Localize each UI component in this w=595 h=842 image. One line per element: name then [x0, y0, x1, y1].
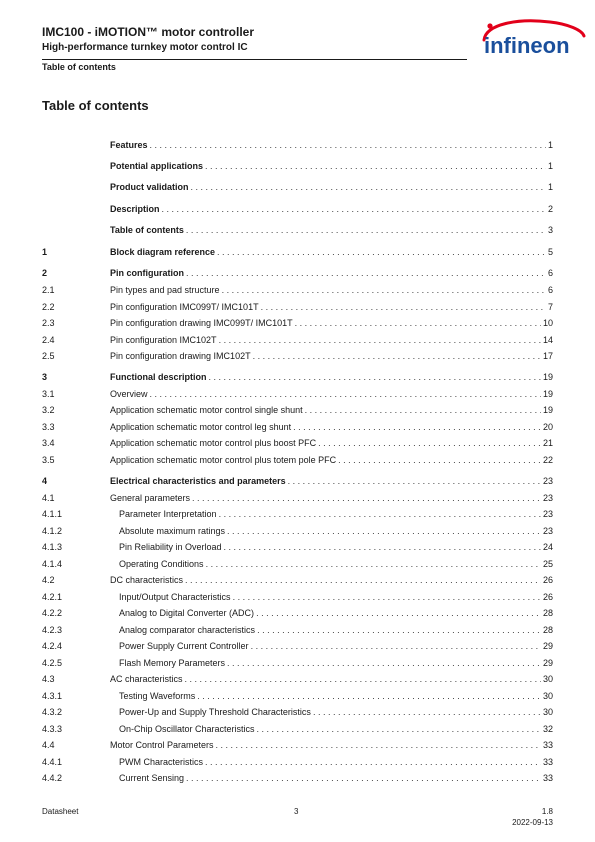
toc-dot-leader [313, 705, 541, 719]
toc-entry-number: 4.1 [42, 493, 55, 503]
infineon-logo-graphic [478, 16, 588, 60]
toc-dot-leader [256, 606, 541, 620]
toc-entry-title: Analog comparator characteristics [119, 625, 256, 635]
toc-entry-title: Overview [110, 389, 148, 399]
toc-entry-title: AC characteristics [110, 674, 183, 684]
footer-version: 1.8 [541, 807, 553, 816]
toc-entry[interactable] [42, 333, 553, 347]
toc-entry-line [110, 266, 553, 280]
toc-entry-line [119, 656, 553, 670]
toc-entry-title: Pin types and pad structure [110, 285, 220, 295]
toc-entry-line [110, 738, 553, 752]
toc-dot-leader [253, 349, 541, 363]
toc-entry-title: Analog to Digital Converter (ADC) [119, 608, 255, 618]
toc-entry-line [110, 180, 553, 194]
toc-entry-page: 30 [542, 691, 553, 701]
toc-entry-number: 3.3 [42, 422, 55, 432]
document-title: IMC100 - iMOTION™ motor controller [42, 25, 255, 39]
toc-entry-page: 21 [542, 438, 553, 448]
toc-entry-number: 3.2 [42, 405, 55, 415]
toc-entry-number: 2.4 [42, 335, 55, 345]
toc-entry-page: 14 [542, 335, 553, 345]
toc-entry-number: 4.4.2 [42, 773, 63, 783]
toc-entry-page: 5 [547, 247, 553, 257]
toc-entry-title: Potential applications [110, 161, 204, 171]
toc-entry-title: Electrical characteristics and parameters [110, 476, 286, 486]
toc-entry-line [110, 349, 553, 363]
toc-entry[interactable] [42, 507, 553, 521]
toc-entry-title: Power Supply Current Controller [119, 641, 249, 651]
toc-entry-number: 4.2.2 [42, 608, 63, 618]
toc-entry[interactable] [42, 387, 553, 401]
toc-entry-line [110, 316, 553, 330]
toc-dot-leader [209, 370, 541, 384]
toc-entry[interactable] [42, 180, 553, 194]
toc-entry-line [110, 436, 553, 450]
toc-entry-line [110, 202, 553, 216]
toc-entry[interactable] [42, 420, 553, 434]
toc-entry-page: 19 [542, 389, 553, 399]
toc-dot-leader [261, 300, 546, 314]
toc-entry-title: PWM Characteristics [119, 757, 204, 767]
toc-entry-page: 23 [542, 509, 553, 519]
toc-entry-number: 3.4 [42, 438, 55, 448]
infineon-logo [478, 16, 588, 65]
toc-entry[interactable] [42, 639, 553, 653]
toc-entry[interactable] [42, 300, 553, 314]
header-divider [42, 59, 467, 60]
toc-entry-page: 33 [542, 757, 553, 767]
toc-entry[interactable] [42, 755, 553, 769]
header-section-label: Table of contents [42, 62, 116, 72]
toc-entry-number: 3.1 [42, 389, 55, 399]
toc-entry-page: 7 [547, 302, 553, 312]
toc-entry-page: 23 [542, 526, 553, 536]
toc-entry-title: Flash Memory Parameters [119, 658, 226, 668]
toc-entry-line [110, 223, 553, 237]
toc-dot-leader [219, 333, 541, 347]
toc-entry[interactable] [42, 474, 553, 488]
toc-dot-leader [162, 202, 546, 216]
toc-entry-line [110, 138, 553, 152]
toc-entry-number: 4.2.4 [42, 641, 63, 651]
toc-entry-page: 28 [542, 608, 553, 618]
toc-entry[interactable] [42, 524, 553, 538]
toc-entry-page: 10 [542, 318, 553, 328]
toc-entry[interactable] [42, 705, 553, 719]
toc-dot-leader [293, 420, 541, 434]
toc-entry[interactable] [42, 557, 553, 571]
toc-entry-number: 4.2 [42, 575, 55, 585]
toc-dot-leader [217, 245, 546, 259]
toc-dot-leader [205, 159, 546, 173]
toc-entry[interactable] [42, 623, 553, 637]
toc-entry-page: 6 [547, 285, 553, 295]
toc-entry-line [119, 606, 553, 620]
toc-entry-title: On-Chip Oscillator Characteristics [119, 724, 255, 734]
toc-entry-title: Pin configuration IMC102T [110, 335, 217, 345]
toc-entry-title: Current Sensing [119, 773, 185, 783]
toc-entry[interactable] [42, 689, 553, 703]
toc-entry[interactable] [42, 349, 553, 363]
toc-entry-number: 4.3.2 [42, 707, 63, 717]
toc-entry-number: 3 [42, 372, 48, 382]
toc-entry-page: 3 [547, 225, 553, 235]
toc-entry-page: 2 [547, 204, 553, 214]
logo-wordmark: infineon [484, 33, 570, 58]
toc-entry[interactable] [42, 491, 553, 505]
toc-entry-line [119, 689, 553, 703]
toc-entry-number: 4.1.4 [42, 559, 63, 569]
toc-heading: Table of contents [42, 98, 149, 113]
toc-entry-page: 23 [542, 493, 553, 503]
toc-entry-number: 4.1.3 [42, 542, 63, 552]
toc-entry-number: 2 [42, 268, 48, 278]
toc-dot-leader [227, 524, 541, 538]
toc-entry-line [119, 771, 553, 785]
toc-entry-line [110, 370, 553, 384]
toc-dot-leader [216, 738, 541, 752]
toc-entry-number: 4.4.1 [42, 757, 63, 767]
toc-entry[interactable] [42, 453, 553, 467]
toc-dot-leader [206, 557, 541, 571]
toc-entry-page: 32 [542, 724, 553, 734]
toc-dot-leader [295, 316, 541, 330]
toc-entry-line [119, 755, 553, 769]
toc-entry-number: 4.2.3 [42, 625, 63, 635]
toc-entry-page: 1 [547, 182, 553, 192]
toc-entry-line [110, 245, 553, 259]
toc-entry-page: 33 [542, 773, 553, 783]
toc-dot-leader [251, 639, 541, 653]
toc-entry-line [110, 300, 553, 314]
toc-entry-title: Application schematic motor control leg shunt [110, 422, 292, 432]
toc-dot-leader [222, 283, 546, 297]
toc-entry-title: Power-Up and Supply Threshold Characteristics [119, 707, 311, 717]
toc-entry[interactable] [42, 436, 553, 450]
toc-entry-number: 4.2.5 [42, 658, 63, 668]
toc-entry-number: 4.3.1 [42, 691, 63, 701]
toc-entry-page: 1 [547, 161, 553, 171]
toc-entry-line [119, 590, 553, 604]
toc-entry-title: Pin configuration drawing IMC102T [110, 351, 251, 361]
toc-entry[interactable] [42, 138, 553, 152]
toc-dot-leader [186, 266, 546, 280]
toc-entry-line [119, 557, 553, 571]
toc-entry-page: 26 [542, 592, 553, 602]
toc-entry-title: Motor Control Parameters [110, 740, 214, 750]
toc-entry-page: 1 [547, 140, 553, 150]
toc-entry[interactable] [42, 540, 553, 554]
toc-entry-line [119, 705, 553, 719]
toc-entry-number: 2.2 [42, 302, 55, 312]
toc-entry-title: Block diagram reference [110, 247, 216, 257]
footer-date: 2022-09-13 [512, 818, 553, 827]
toc-entry-title: Table of contents [110, 225, 184, 235]
toc-entry-page: 26 [542, 575, 553, 585]
toc-dot-leader [227, 656, 541, 670]
toc-entry-number: 1 [42, 247, 48, 257]
toc-entry-number: 2.1 [42, 285, 55, 295]
toc-dot-leader [192, 491, 541, 505]
toc-entry-number: 4.4 [42, 740, 55, 750]
toc-entry[interactable] [42, 370, 553, 384]
toc-entry-title: Functional description [110, 372, 207, 382]
toc-dot-leader [150, 138, 546, 152]
toc-entry-title: Application schematic motor control plus totem pole PFC [110, 455, 337, 465]
toc-entry-line [110, 453, 553, 467]
toc-entry-page: 28 [542, 625, 553, 635]
toc-entry-title: Testing Waveforms [119, 691, 196, 701]
toc-entry-line [110, 387, 553, 401]
toc-entry-line [110, 573, 553, 587]
toc-entry-page: 19 [542, 372, 553, 382]
toc-entry-line [110, 159, 553, 173]
toc-entry-page: 30 [542, 674, 553, 684]
toc-entry[interactable] [42, 656, 553, 670]
toc-entry-title: Pin configuration [110, 268, 184, 278]
toc-entry-page: 29 [542, 658, 553, 668]
toc-entry-line [119, 623, 553, 637]
toc-dot-leader [191, 180, 546, 194]
toc-entry-line [110, 420, 553, 434]
toc-entry-line [119, 639, 553, 653]
toc-dot-leader [197, 689, 541, 703]
document-subtitle: High-performance turnkey motor control IC [42, 42, 248, 53]
toc-entry[interactable] [42, 672, 553, 686]
toc-entry[interactable] [42, 771, 553, 785]
toc-dot-leader [150, 387, 541, 401]
toc-entry-number: 2.3 [42, 318, 55, 328]
toc-entry-number: 4 [42, 476, 48, 486]
toc-dot-leader [186, 223, 546, 237]
toc-entry[interactable] [42, 223, 553, 237]
toc-entry-title: Input/Output Characteristics [119, 592, 231, 602]
toc-dot-leader [257, 722, 541, 736]
toc-entry[interactable] [42, 738, 553, 752]
toc-entry-page: 19 [542, 405, 553, 415]
toc-entry-line [110, 403, 553, 417]
toc-dot-leader [318, 436, 541, 450]
toc-entry-title: General parameters [110, 493, 191, 503]
toc-dot-leader [219, 507, 541, 521]
toc-entry-line [110, 283, 553, 297]
toc-entry-page: 6 [547, 268, 553, 278]
toc-entry[interactable] [42, 283, 553, 297]
toc-entry-title: Operating Conditions [119, 559, 204, 569]
toc-entry-title: Absolute maximum ratings [119, 526, 226, 536]
toc-entry[interactable] [42, 266, 553, 280]
toc-entry[interactable] [42, 722, 553, 736]
toc-entry-title: Product validation [110, 182, 189, 192]
footer-doc-type: Datasheet [42, 807, 79, 816]
toc-entry-page: 17 [542, 351, 553, 361]
toc-entry-number: 3.5 [42, 455, 55, 465]
toc-entry-number: 4.1.1 [42, 509, 63, 519]
toc-entry-page: 25 [542, 559, 553, 569]
toc-entry[interactable] [42, 159, 553, 173]
toc-entry-title: Pin configuration drawing IMC099T/ IMC101T [110, 318, 293, 328]
toc-entry[interactable] [42, 202, 553, 216]
toc-entry-page: 29 [542, 641, 553, 651]
toc-entry-number: 4.2.1 [42, 592, 63, 602]
toc-dot-leader [185, 672, 541, 686]
toc-entry-title: Description [110, 204, 160, 214]
toc-entry-title: DC characteristics [110, 575, 184, 585]
toc-entry[interactable] [42, 573, 553, 587]
toc-dot-leader [305, 403, 541, 417]
toc-entry-title: Features [110, 140, 148, 150]
toc-entry-title: Pin configuration IMC099T/ IMC101T [110, 302, 259, 312]
toc-dot-leader [338, 453, 541, 467]
toc-dot-leader [185, 573, 541, 587]
toc-entry-page: 20 [542, 422, 553, 432]
toc-entry-title: Parameter Interpretation [119, 509, 217, 519]
toc-dot-leader [205, 755, 541, 769]
toc-dot-leader [257, 623, 541, 637]
toc-entry-number: 4.3.3 [42, 724, 63, 734]
toc-entry[interactable] [42, 403, 553, 417]
toc-entry-line [119, 524, 553, 538]
toc-entry-line [110, 333, 553, 347]
toc-entry-number: 4.1.2 [42, 526, 63, 536]
toc-dot-leader [288, 474, 541, 488]
toc-entry[interactable] [42, 606, 553, 620]
toc-entry-page: 23 [542, 476, 553, 486]
toc-entry-title: Pin Reliability in Overload [119, 542, 222, 552]
toc-entry-line [119, 507, 553, 521]
toc-entry-line [110, 474, 553, 488]
toc-entry-line [119, 722, 553, 736]
toc-entry-number: 4.3 [42, 674, 55, 684]
toc-entry-page: 30 [542, 707, 553, 717]
toc-entry-line [119, 540, 553, 554]
toc-entry[interactable] [42, 316, 553, 330]
toc-entry[interactable] [42, 245, 553, 259]
toc-dot-leader [186, 771, 541, 785]
toc-entry-line [110, 672, 553, 686]
footer-page-number: 3 [294, 807, 299, 816]
toc-entry[interactable] [42, 590, 553, 604]
toc-entry-title: Application schematic motor control plus boost PFC [110, 438, 317, 448]
toc-entry-title: Application schematic motor control single shunt [110, 405, 303, 415]
toc-entry-number: 2.5 [42, 351, 55, 361]
toc-dot-leader [224, 540, 541, 554]
toc-entry-page: 22 [542, 455, 553, 465]
toc-dot-leader [233, 590, 541, 604]
toc-entry-page: 24 [542, 542, 553, 552]
toc-entry-page: 33 [542, 740, 553, 750]
toc-entry-line [110, 491, 553, 505]
